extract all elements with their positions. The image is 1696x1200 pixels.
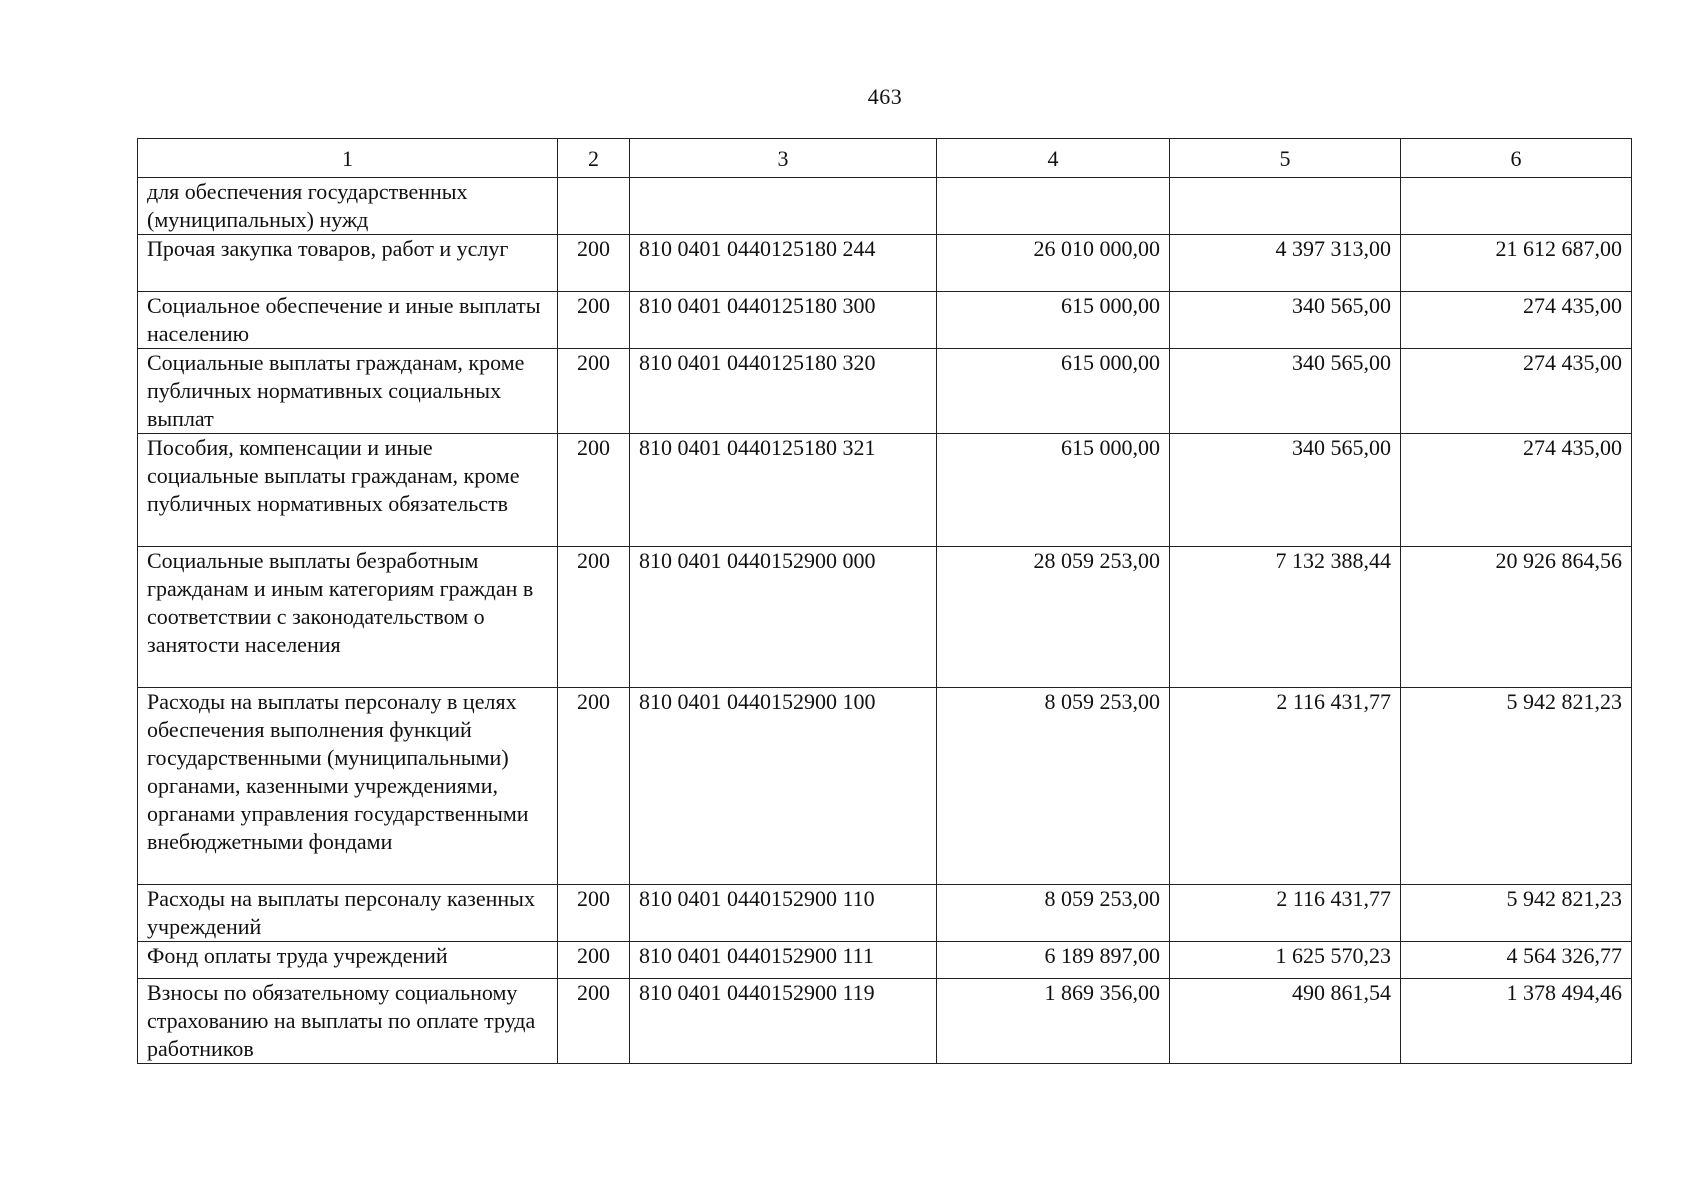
budget-classification-code-cell: 810 0401 0440125180 244 <box>630 235 937 292</box>
expense-name-cell: Расходы на выплаты персоналу казенных учреждений <box>138 885 558 942</box>
column-header-2: 2 <box>558 139 630 178</box>
column-header-5: 5 <box>1170 139 1401 178</box>
unexecuted-amount-cell: 20 926 864,56 <box>1401 547 1632 688</box>
expense-name-cell: для обеспечения государственных (муниципальных) нужд <box>138 178 558 235</box>
table-row <box>138 235 1632 292</box>
budget-classification-code-cell: 810 0401 0440152900 110 <box>630 885 937 942</box>
budget-classification-code-cell: 810 0401 0440125180 321 <box>630 434 937 547</box>
approved-amount-cell: 1 869 356,00 <box>937 979 1170 1064</box>
approved-amount-cell <box>937 178 1170 235</box>
budget-classification-code-cell: 810 0401 0440152900 119 <box>630 979 937 1064</box>
page-number: 463 <box>867 84 903 109</box>
unexecuted-amount-cell: 274 435,00 <box>1401 349 1632 434</box>
expense-name-cell: Фонд оплаты труда учреждений <box>138 942 558 979</box>
executed-amount-cell: 4 397 313,00 <box>1170 235 1401 292</box>
expense-name-cell: Социальные выплаты безработным гражданам и иным категориям граждан в соответствии с законодательством о занятости населения <box>138 547 558 688</box>
executed-amount-cell: 7 132 388,44 <box>1170 547 1401 688</box>
unexecuted-amount-cell: 1 378 494,46 <box>1401 979 1632 1064</box>
unexecuted-amount-cell: 5 942 821,23 <box>1401 885 1632 942</box>
approved-amount-cell: 6 189 897,00 <box>937 942 1170 979</box>
budget-classification-code-cell: 810 0401 0440125180 320 <box>630 349 937 434</box>
column-number-header-row <box>138 139 1632 178</box>
unexecuted-amount-cell: 5 942 821,23 <box>1401 688 1632 885</box>
approved-amount-cell: 615 000,00 <box>937 349 1170 434</box>
line-code-cell: 200 <box>558 434 630 547</box>
budget-execution-table <box>137 138 1632 1064</box>
column-header-1: 1 <box>138 139 558 178</box>
column-header-4: 4 <box>937 139 1170 178</box>
budget-classification-code-cell: 810 0401 0440152900 111 <box>630 942 937 979</box>
line-code-cell: 200 <box>558 349 630 434</box>
line-code-cell: 200 <box>558 292 630 349</box>
table-row <box>138 178 1632 235</box>
line-code-cell: 200 <box>558 979 630 1064</box>
approved-amount-cell: 615 000,00 <box>937 292 1170 349</box>
budget-table-container <box>137 138 1632 1064</box>
executed-amount-cell: 340 565,00 <box>1170 434 1401 547</box>
expense-name-cell: Расходы на выплаты персоналу в целях обеспечения выполнения функций государственными (муниципальными) органами, казенными учреждениями, органами управления государственными внебюджетными фондами <box>138 688 558 885</box>
line-code-cell <box>558 178 630 235</box>
budget-classification-code-cell: 810 0401 0440152900 100 <box>630 688 937 885</box>
budget-classification-code-cell: 810 0401 0440125180 300 <box>630 292 937 349</box>
approved-amount-cell: 8 059 253,00 <box>937 885 1170 942</box>
executed-amount-cell: 1 625 570,23 <box>1170 942 1401 979</box>
table-row <box>138 979 1632 1064</box>
executed-amount-cell <box>1170 178 1401 235</box>
table-row <box>138 349 1632 434</box>
executed-amount-cell: 490 861,54 <box>1170 979 1401 1064</box>
line-code-cell: 200 <box>558 942 630 979</box>
executed-amount-cell: 2 116 431,77 <box>1170 688 1401 885</box>
unexecuted-amount-cell <box>1401 178 1632 235</box>
unexecuted-amount-cell: 274 435,00 <box>1401 434 1632 547</box>
executed-amount-cell: 340 565,00 <box>1170 349 1401 434</box>
table-row <box>138 885 1632 942</box>
line-code-cell: 200 <box>558 688 630 885</box>
expense-name-cell: Прочая закупка товаров, работ и услуг <box>138 235 558 292</box>
line-code-cell: 200 <box>558 547 630 688</box>
approved-amount-cell: 8 059 253,00 <box>937 688 1170 885</box>
table-row <box>138 292 1632 349</box>
expense-name-cell: Социальные выплаты гражданам, кроме публичных нормативных социальных выплат <box>138 349 558 434</box>
table-row <box>138 547 1632 688</box>
expense-name-cell: Социальное обеспечение и иные выплаты населению <box>138 292 558 349</box>
table-row <box>138 942 1632 979</box>
unexecuted-amount-cell: 274 435,00 <box>1401 292 1632 349</box>
budget-classification-code-cell <box>630 178 937 235</box>
line-code-cell: 200 <box>558 885 630 942</box>
executed-amount-cell: 2 116 431,77 <box>1170 885 1401 942</box>
expense-name-cell: Взносы по обязательному социальному страхованию на выплаты по оплате труда работников <box>138 979 558 1064</box>
line-code-cell: 200 <box>558 235 630 292</box>
approved-amount-cell: 28 059 253,00 <box>937 547 1170 688</box>
table-row <box>138 434 1632 547</box>
approved-amount-cell: 26 010 000,00 <box>937 235 1170 292</box>
unexecuted-amount-cell: 4 564 326,77 <box>1401 942 1632 979</box>
table-row <box>138 688 1632 885</box>
column-header-6: 6 <box>1401 139 1632 178</box>
expense-name-cell: Пособия, компенсации и иные социальные выплаты гражданам, кроме публичных нормативных обязательств <box>138 434 558 547</box>
unexecuted-amount-cell: 21 612 687,00 <box>1401 235 1632 292</box>
executed-amount-cell: 340 565,00 <box>1170 292 1401 349</box>
column-header-3: 3 <box>630 139 937 178</box>
budget-classification-code-cell: 810 0401 0440152900 000 <box>630 547 937 688</box>
approved-amount-cell: 615 000,00 <box>937 434 1170 547</box>
